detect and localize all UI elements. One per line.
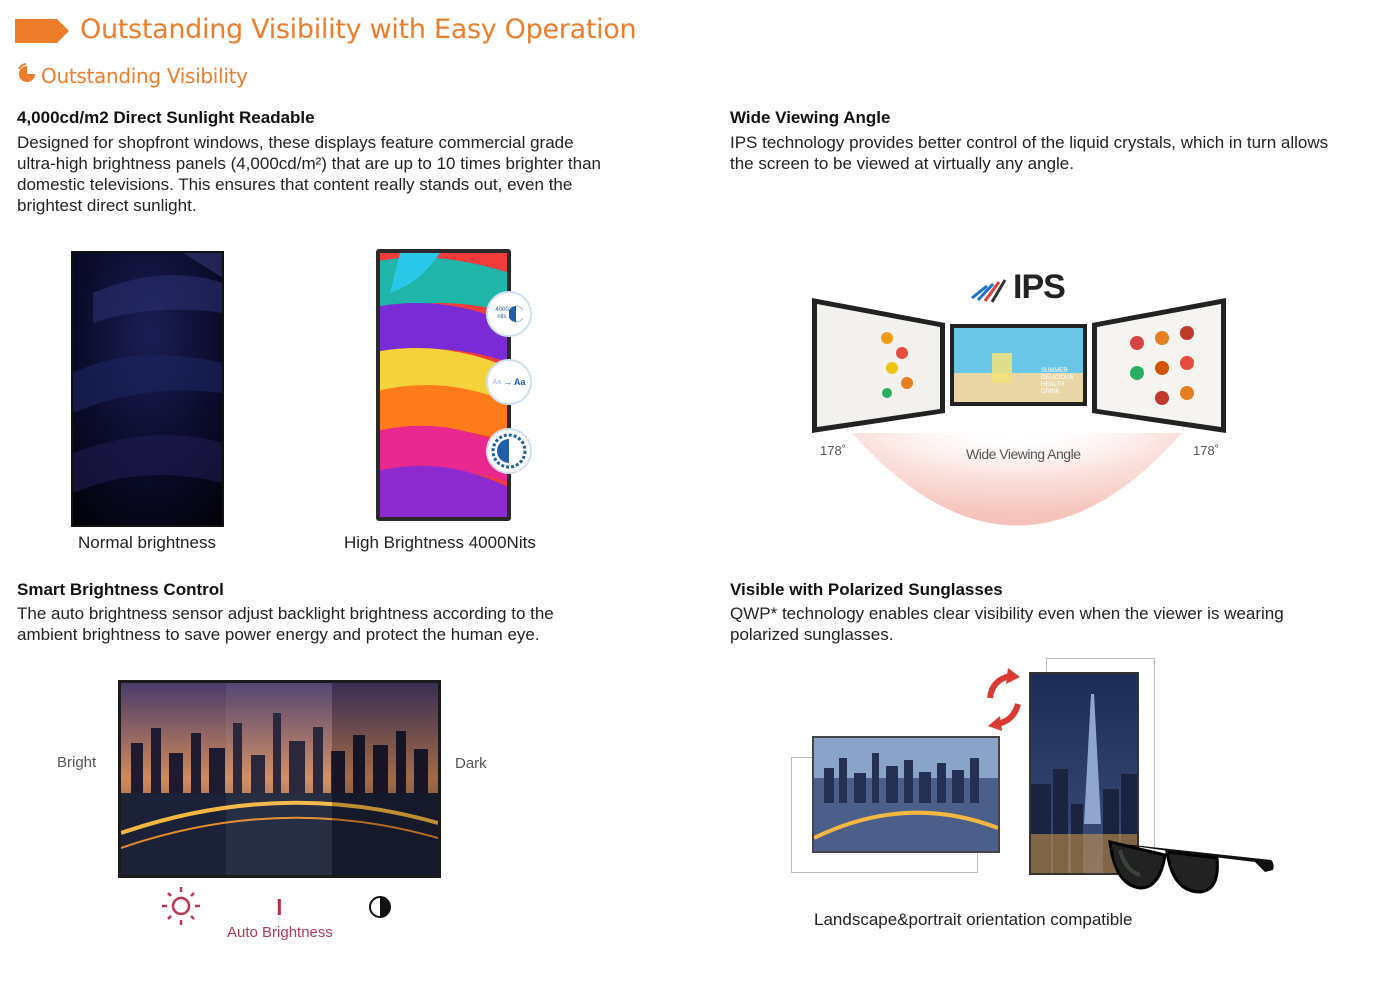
auto-brightness-slider <box>160 884 396 926</box>
smart-brightness-description <box>17 603 657 645</box>
section-subtitle: Outstanding Visibility <box>41 64 248 88</box>
arrow-right-icon: → <box>503 377 513 387</box>
page-title: Outstanding Visibility with Easy Operation <box>80 14 637 45</box>
text-size-icon <box>486 359 532 405</box>
caption-normal-brightness: Normal brightness <box>78 533 216 552</box>
sunlight-heading: 4,000cd/m2 Direct Sunlight Readable <box>17 108 315 127</box>
city-night-image <box>121 683 438 875</box>
smart-line: ambient brightness to save power energy and protect the human eye. <box>17 625 540 644</box>
orange-arrow-icon <box>15 19 69 43</box>
polarized-line: QWP* technology enables clear visibility even when the viewer is wearing <box>730 604 1284 623</box>
ips-logo-icon <box>972 280 1005 302</box>
landscape-display <box>812 736 1000 853</box>
angle-left-label: 178˚ <box>820 443 847 458</box>
caption-high-brightness: High Brightness 4000Nits <box>344 533 536 552</box>
promo-line: DELICIOUS <box>1041 375 1074 381</box>
dim-feather-image <box>73 253 224 527</box>
aa-small: Aa <box>492 378 502 386</box>
sunlight-line: brightest direct sunlight. <box>17 196 197 215</box>
dial-icon <box>489 431 529 471</box>
auto-brightness-label: Auto Brightness <box>227 924 333 941</box>
polarized-heading: Visible with Polarized Sunglasses <box>730 580 1003 599</box>
sunlight-line: ultra-high brightness panels (4,000cd/m²) that are up to 10 times brighter than <box>17 154 601 173</box>
nits-label: 4000 nits <box>495 307 509 320</box>
ips-logo-text: IPS <box>1013 268 1065 306</box>
sun-icon <box>162 887 200 925</box>
wide-angle-description <box>730 132 1390 174</box>
angle-right-label: 178˚ <box>1193 443 1220 458</box>
dark-label: Dark <box>455 755 487 772</box>
sunglasses-icon <box>1105 830 1277 896</box>
smart-line: The auto brightness sensor adjust backlight brightness according to the <box>17 604 554 623</box>
orange-pie-icon <box>16 63 38 85</box>
polarized-line: polarized sunglasses. <box>730 625 894 644</box>
landscape-city-image <box>814 738 998 851</box>
rotate-arrows-icon <box>980 668 1028 732</box>
promo-line: HEALTH <box>1041 382 1065 388</box>
contrast-icon <box>370 897 390 917</box>
arc-label: Wide Viewing Angle <box>966 446 1081 462</box>
sunlight-line: domestic televisions. This ensures that content really stands out, even the <box>17 175 573 194</box>
half-moon-icon <box>509 305 523 323</box>
promo-line: SUMMER <box>1041 368 1068 374</box>
sunlight-description <box>17 132 657 216</box>
nits-icon <box>486 291 532 337</box>
sunlight-line: Designed for shopfront windows, these displays feature commercial grade <box>17 133 574 152</box>
wide-angle-line: the screen to be viewed at virtually any angle. <box>730 154 1074 173</box>
screen-promo-text <box>1041 368 1081 396</box>
promo-line: DRINK <box>1041 389 1060 395</box>
normal-brightness-display <box>71 251 224 527</box>
bright-label: Bright <box>57 754 97 771</box>
aa-large: Aa <box>514 377 526 387</box>
city-brightness-display <box>118 680 441 878</box>
wide-angle-line: IPS technology provides better control of the liquid crystals, which in turn allows <box>730 133 1329 152</box>
polarized-description <box>730 603 1390 645</box>
polarized-caption: Landscape&portrait orientation compatible <box>814 910 1133 929</box>
brightness-dial-icon <box>486 428 532 474</box>
wide-angle-heading: Wide Viewing Angle <box>730 108 891 127</box>
smart-brightness-heading: Smart Brightness Control <box>17 580 224 599</box>
